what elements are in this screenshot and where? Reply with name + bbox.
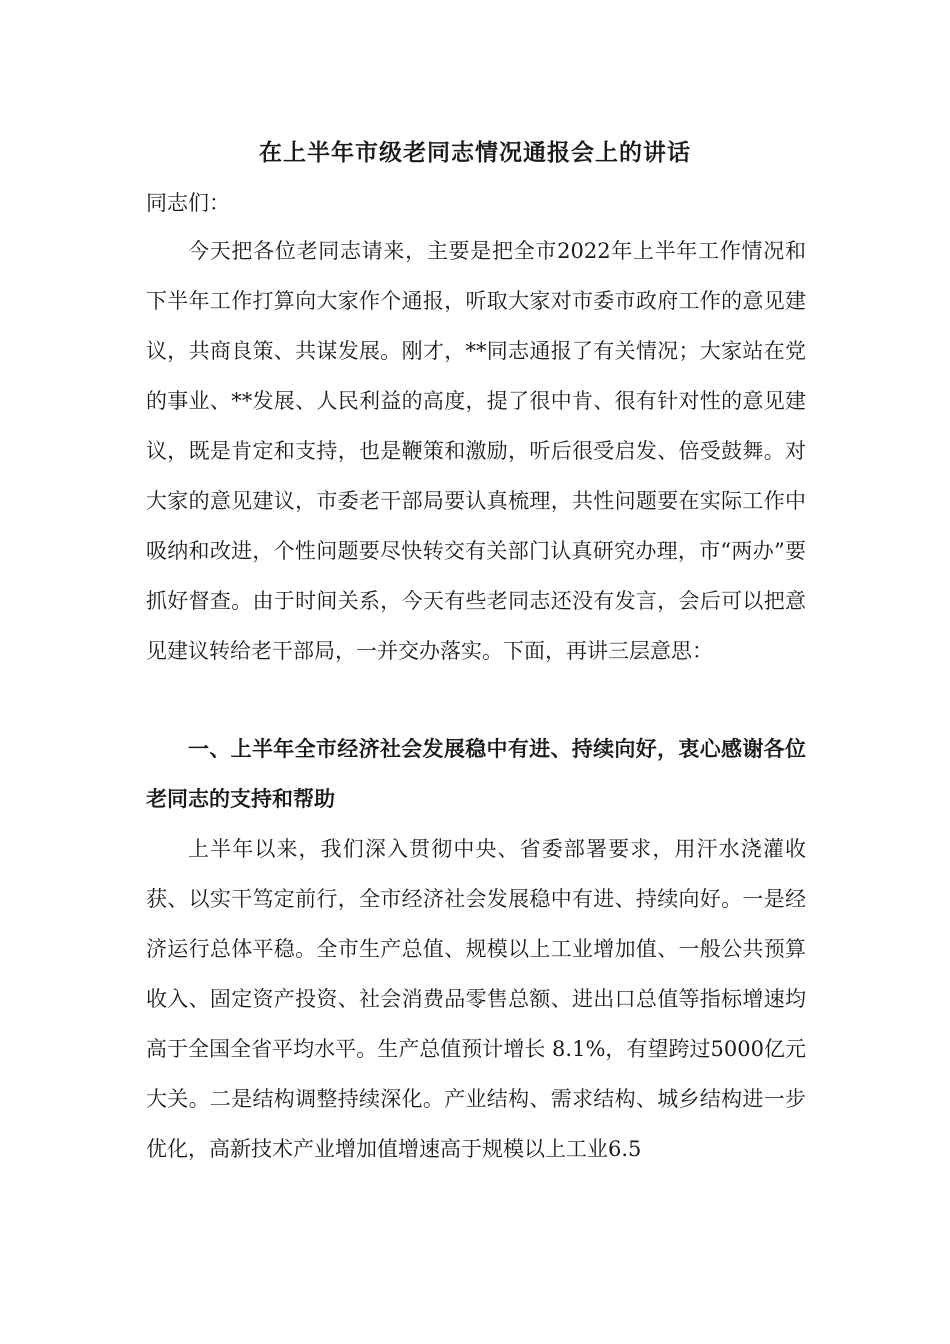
section-heading-1: 一、上半年全市经济社会发展稳中有进、持续向好，衷心感谢各位老同志的支持和帮助 [146, 736, 806, 811]
salutation: 同志们： [146, 191, 230, 215]
paragraph-section-1: 上半年以来，我们深入贯彻中央、省委部署要求，用汗水浇灌收获、以实干笃定前行，全市经济社会发展稳中有进、持续向好。一是经济运行总体平稳。全市生产总值、规模以上工业增加值、一般公共预算收入、固定资产投资、社会消费品零售总额、进出口总值等指标增速均高于全国全省平均水平。生产总值预计增长 8.1%，有望跨过5000亿元大关。二是结构调整持续深化。产业结构、需求结构、城乡结构进一步优化，高新技术产业增加值增速高于规模以上工业6.5 [146, 837, 806, 1161]
paragraph-intro: 今天把各位老同志请来，主要是把全市2022年上半年工作情况和下半年工作打算向大家作个通报，听取大家对市委市政府工作的意见建议，共商良策、共谋发展。刚才，**同志通报了有关情况；大家站在党的事业、**发展、人民利益的高度，提了很中肯、很有针对性的意见建议，既是肯定和支持，也是鞭策和激励，听后很受启发、倍受鼓舞。对大家的意见建议，市委老干部局要认真梳理，共性问题要在实际工作中吸纳和改进，个性问题要尽快转交有关部门认真研究办理，市“两办”要抓好督查。由于时间关系，今天有些老同志还没有发言，会后可以把意见建议转给老干部局，一并交办落实。下面，再讲三层意思： [146, 239, 806, 663]
document-title: 在上半年市级老同志情况通报会上的讲话 [259, 139, 691, 166]
